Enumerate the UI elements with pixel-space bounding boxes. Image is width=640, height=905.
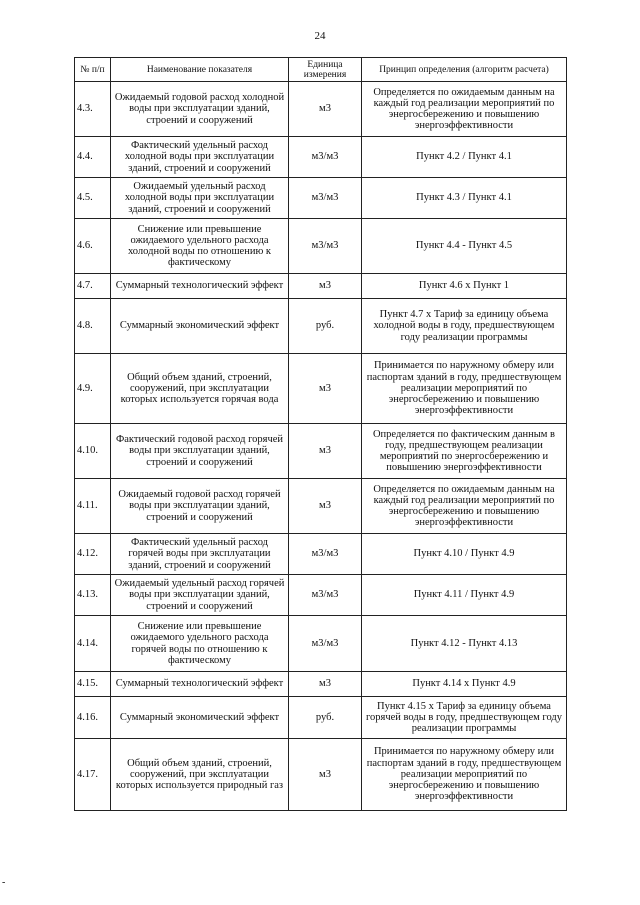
row-unit: м3/м3 — [289, 219, 362, 274]
table-row — [75, 82, 567, 137]
table-row — [75, 616, 567, 672]
row-rule: Пункт 4.14 х Пункт 4.9 — [362, 672, 567, 697]
row-num: 4.10. — [75, 424, 111, 479]
row-unit: руб. — [289, 299, 362, 354]
row-rule: Пункт 4.12 - Пункт 4.13 — [362, 616, 567, 672]
indicators-table — [74, 57, 567, 811]
row-unit: м3/м3 — [289, 137, 362, 178]
row-rule: Пункт 4.3 / Пункт 4.1 — [362, 178, 567, 219]
table-row — [75, 137, 567, 178]
row-rule: Пункт 4.11 / Пункт 4.9 — [362, 575, 567, 616]
row-name: Фактический удельный расход холодной воды при эксплуатации зданий, строений и сооружений — [111, 137, 289, 178]
header-unit: Единица измерения — [289, 58, 362, 82]
row-num: 4.17. — [75, 739, 111, 811]
row-name: Фактический годовой расход горячей воды при эксплуатации зданий, строений и сооружений — [111, 424, 289, 479]
row-rule: Принимается по наружному обмеру или паспортам зданий в году, предшествующем реализации мероприятий по энергосбережению и повышению энергоэффективности — [362, 739, 567, 811]
row-name: Суммарный технологический эффект — [111, 274, 289, 299]
row-rule: Пункт 4.6 х Пункт 1 — [362, 274, 567, 299]
row-num: 4.11. — [75, 479, 111, 534]
row-rule: Определяется по ожидаемым данным на каждый год реализации мероприятий по энергосбережению и повышению энергоэффективности — [362, 82, 567, 137]
row-rule: Определяется по ожидаемым данным на каждый год реализации мероприятий по энергосбережению и повышению энергоэффективности — [362, 479, 567, 534]
row-unit: м3 — [289, 739, 362, 811]
row-num: 4.7. — [75, 274, 111, 299]
header-name: Наименование показателя — [111, 58, 289, 82]
table-body — [75, 82, 567, 811]
row-name: Общий объем зданий, строений, сооружений, при эксплуатации которых используется природный газ — [111, 739, 289, 811]
row-unit: м3 — [289, 424, 362, 479]
table-row — [75, 178, 567, 219]
row-rule: Определяется по фактическим данным в году, предшествующем реализации мероприятий по энергосбережению и повышению энергоэффективности — [362, 424, 567, 479]
row-rule: Пункт 4.7 х Тариф за единицу объема холодной воды в году, предшествующем году реализации программы — [362, 299, 567, 354]
row-name: Суммарный технологический эффект — [111, 672, 289, 697]
table-row — [75, 479, 567, 534]
row-name: Суммарный экономический эффект — [111, 299, 289, 354]
row-rule: Пункт 4.2 / Пункт 4.1 — [362, 137, 567, 178]
row-num: 4.12. — [75, 534, 111, 575]
table-row — [75, 575, 567, 616]
row-unit: м3/м3 — [289, 616, 362, 672]
table-row — [75, 534, 567, 575]
row-name: Ожидаемый удельный расход холодной воды при эксплуатации зданий, строений и сооружений — [111, 178, 289, 219]
row-name: Общий объем зданий, строений, сооружений, при эксплуатации которых используется горячая вода — [111, 354, 289, 424]
row-name: Ожидаемый годовой расход холодной воды при эксплуатации зданий, строений и сооружений — [111, 82, 289, 137]
row-num: 4.5. — [75, 178, 111, 219]
row-num: 4.13. — [75, 575, 111, 616]
row-unit: м3/м3 — [289, 178, 362, 219]
row-unit: м3 — [289, 479, 362, 534]
row-num: 4.8. — [75, 299, 111, 354]
row-unit: руб. — [289, 697, 362, 739]
row-num: 4.3. — [75, 82, 111, 137]
row-rule: Пункт 4.15 х Тариф за единицу объема горячей воды в году, предшествующем году реализации программы — [362, 697, 567, 739]
row-rule: Пункт 4.10 / Пункт 4.9 — [362, 534, 567, 575]
row-num: 4.9. — [75, 354, 111, 424]
table-row — [75, 672, 567, 697]
table-row — [75, 299, 567, 354]
header-num: № п/п — [75, 58, 111, 82]
row-name: Снижение или превышение ожидаемого удельного расхода холодной воды по отношению к фактическому — [111, 219, 289, 274]
table-header-row — [75, 58, 567, 82]
row-name: Ожидаемый годовой расход горячей воды при эксплуатации зданий, строений и сооружений — [111, 479, 289, 534]
row-unit: м3/м3 — [289, 534, 362, 575]
row-unit: м3/м3 — [289, 575, 362, 616]
row-num: 4.16. — [75, 697, 111, 739]
corner-mark: - — [2, 877, 6, 888]
row-num: 4.6. — [75, 219, 111, 274]
row-rule: Принимается по наружному обмеру или паспортам зданий в году, предшествующем реализации мероприятий по энергосбережению и повышению энергоэффективности — [362, 354, 567, 424]
row-name: Фактический удельный расход горячей воды при эксплуатации зданий, строений и сооружений — [111, 534, 289, 575]
table-row — [75, 354, 567, 424]
row-name: Ожидаемый удельный расход горячей воды при эксплуатации зданий, строений и сооружений — [111, 575, 289, 616]
row-name: Снижение или превышение ожидаемого удельного расхода горячей воды по отношению к фактическому — [111, 616, 289, 672]
header-rule: Принцип определения (алгоритм расчета) — [362, 58, 567, 82]
row-num: 4.15. — [75, 672, 111, 697]
row-name: Суммарный экономический эффект — [111, 697, 289, 739]
row-rule: Пункт 4.4 - Пункт 4.5 — [362, 219, 567, 274]
row-unit: м3 — [289, 672, 362, 697]
row-num: 4.4. — [75, 137, 111, 178]
table-row — [75, 739, 567, 811]
table-row — [75, 697, 567, 739]
table-row — [75, 219, 567, 274]
table-row — [75, 274, 567, 299]
row-unit: м3 — [289, 274, 362, 299]
table-row — [75, 424, 567, 479]
page-number: 24 — [314, 30, 326, 42]
row-unit: м3 — [289, 354, 362, 424]
row-num: 4.14. — [75, 616, 111, 672]
row-unit: м3 — [289, 82, 362, 137]
